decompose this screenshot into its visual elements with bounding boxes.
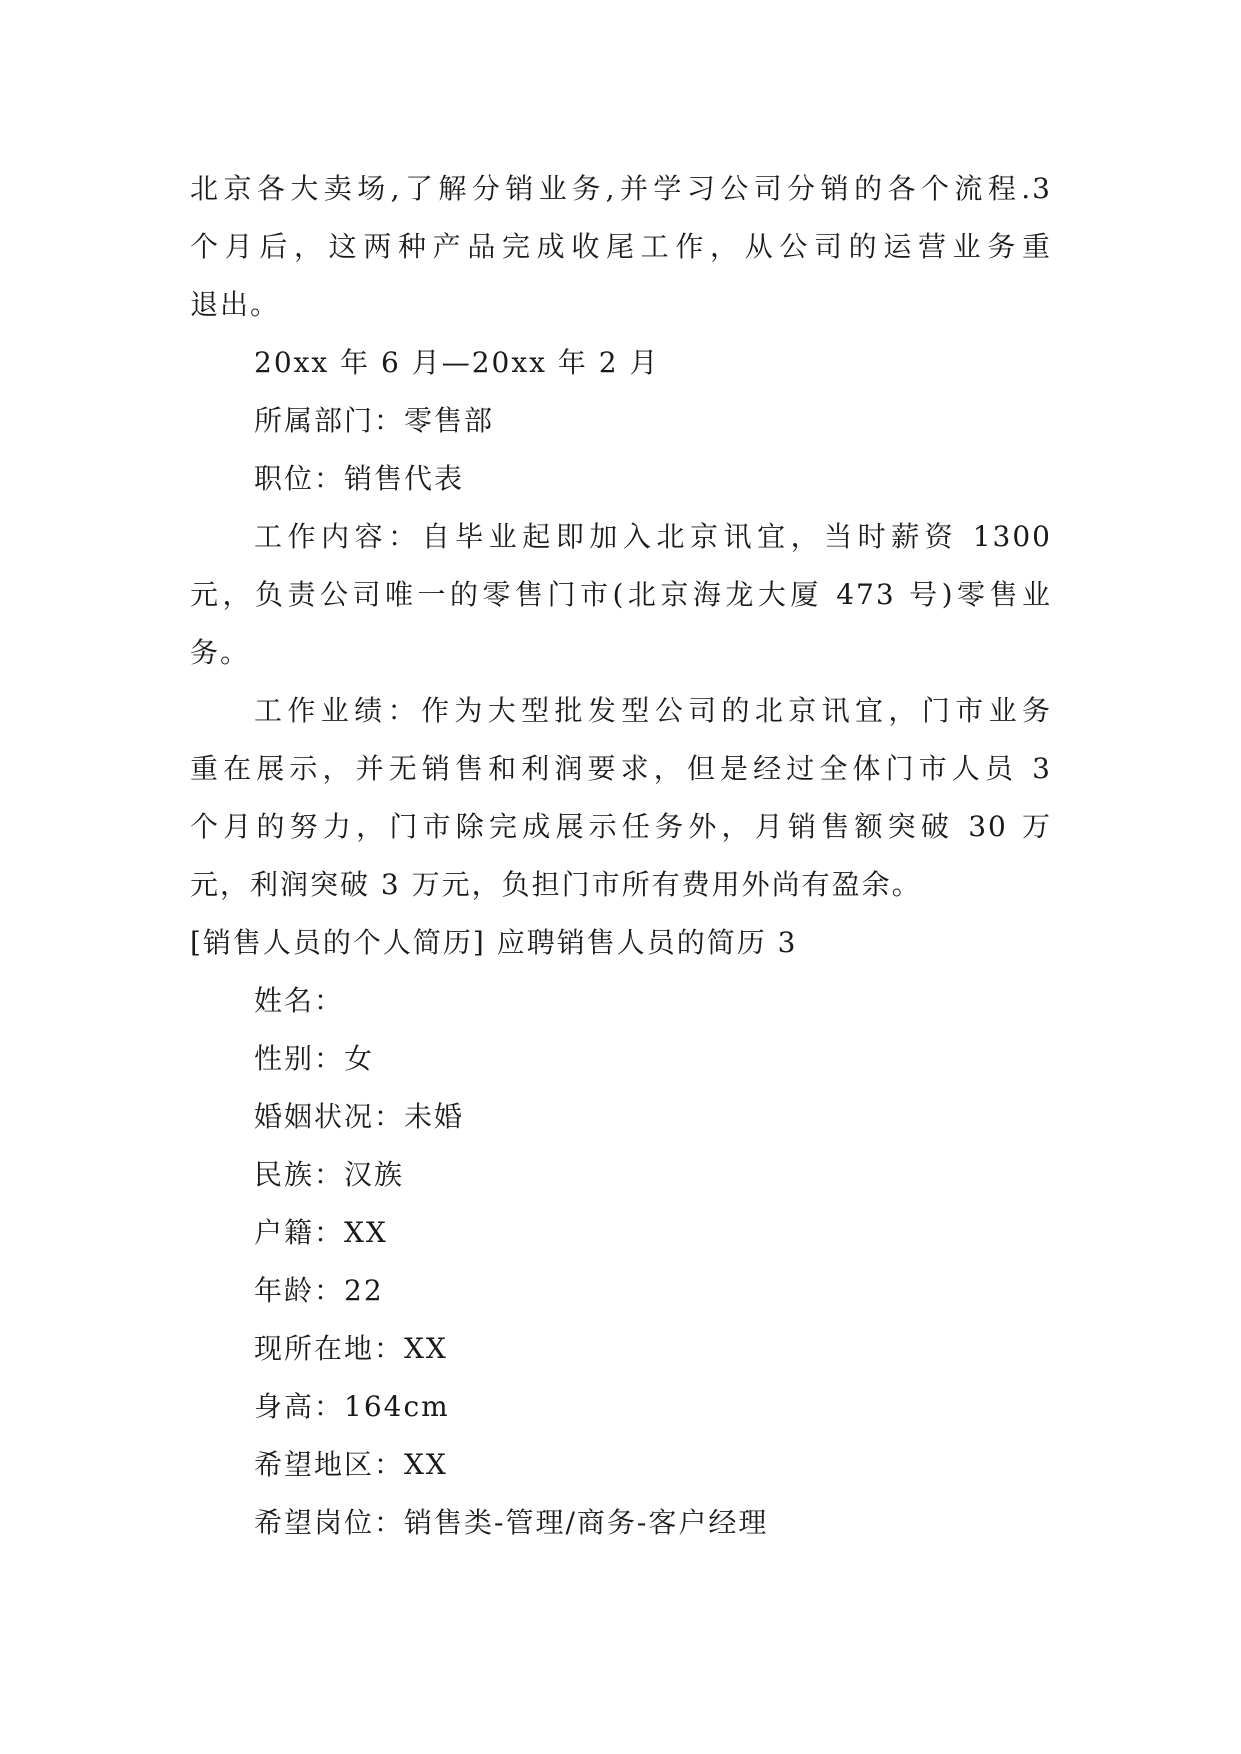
profile-gender: 性别：女 bbox=[254, 1042, 375, 1075]
profile-desired-position: 希望岗位：销售类-管理/商务-客户经理 bbox=[254, 1506, 769, 1539]
position-line: 职位：销售代表 bbox=[254, 462, 465, 495]
profile-desired-area: 希望地区：XX bbox=[254, 1448, 448, 1481]
job-content-line: 元，负责公司唯一的零售门市(北京海龙大厦 473 号)零售业 bbox=[190, 578, 1052, 611]
profile-age: 年龄：22 bbox=[254, 1274, 384, 1307]
paragraph-line: 个月后，这两种产品完成收尾工作，从公司的运营业务重 bbox=[190, 230, 1052, 263]
achievement-line: 元，利润突破 3 万元，负担门市所有费用外尚有盈余。 bbox=[190, 868, 922, 901]
job-content-line: 务。 bbox=[190, 636, 251, 669]
achievement-line: 个月的努力，门市除完成展示任务外，月销售额突破 30 万 bbox=[190, 810, 1052, 843]
department-line: 所属部门：零售部 bbox=[254, 404, 495, 437]
profile-ethnicity: 民族：汉族 bbox=[254, 1158, 405, 1191]
profile-height: 身高：164cm bbox=[254, 1390, 450, 1423]
section-title: [销售人员的个人简历] 应聘销售人员的简历 3 bbox=[190, 926, 798, 959]
profile-hukou: 户籍：XX bbox=[254, 1216, 388, 1249]
paragraph-line: 北京各大卖场,了解分销业务,并学习公司分销的各个流程.3 bbox=[190, 172, 1052, 205]
profile-name: 姓名： bbox=[254, 984, 345, 1017]
profile-location: 现所在地：XX bbox=[254, 1332, 448, 1365]
employment-period: 20xx 年 6 月—20xx 年 2 月 bbox=[254, 346, 660, 379]
job-content-line: 工作内容：自毕业起即加入北京讯宜，当时薪资 1300 bbox=[254, 520, 1052, 553]
achievement-line: 重在展示，并无销售和利润要求，但是经过全体门市人员 3 bbox=[190, 752, 1052, 785]
profile-marital: 婚姻状况：未婚 bbox=[254, 1100, 465, 1133]
document-page bbox=[190, 160, 1052, 1552]
paragraph-line: 退出。 bbox=[190, 288, 281, 321]
achievement-line: 工作业绩：作为大型批发型公司的北京讯宜，门市业务 bbox=[254, 694, 1052, 727]
